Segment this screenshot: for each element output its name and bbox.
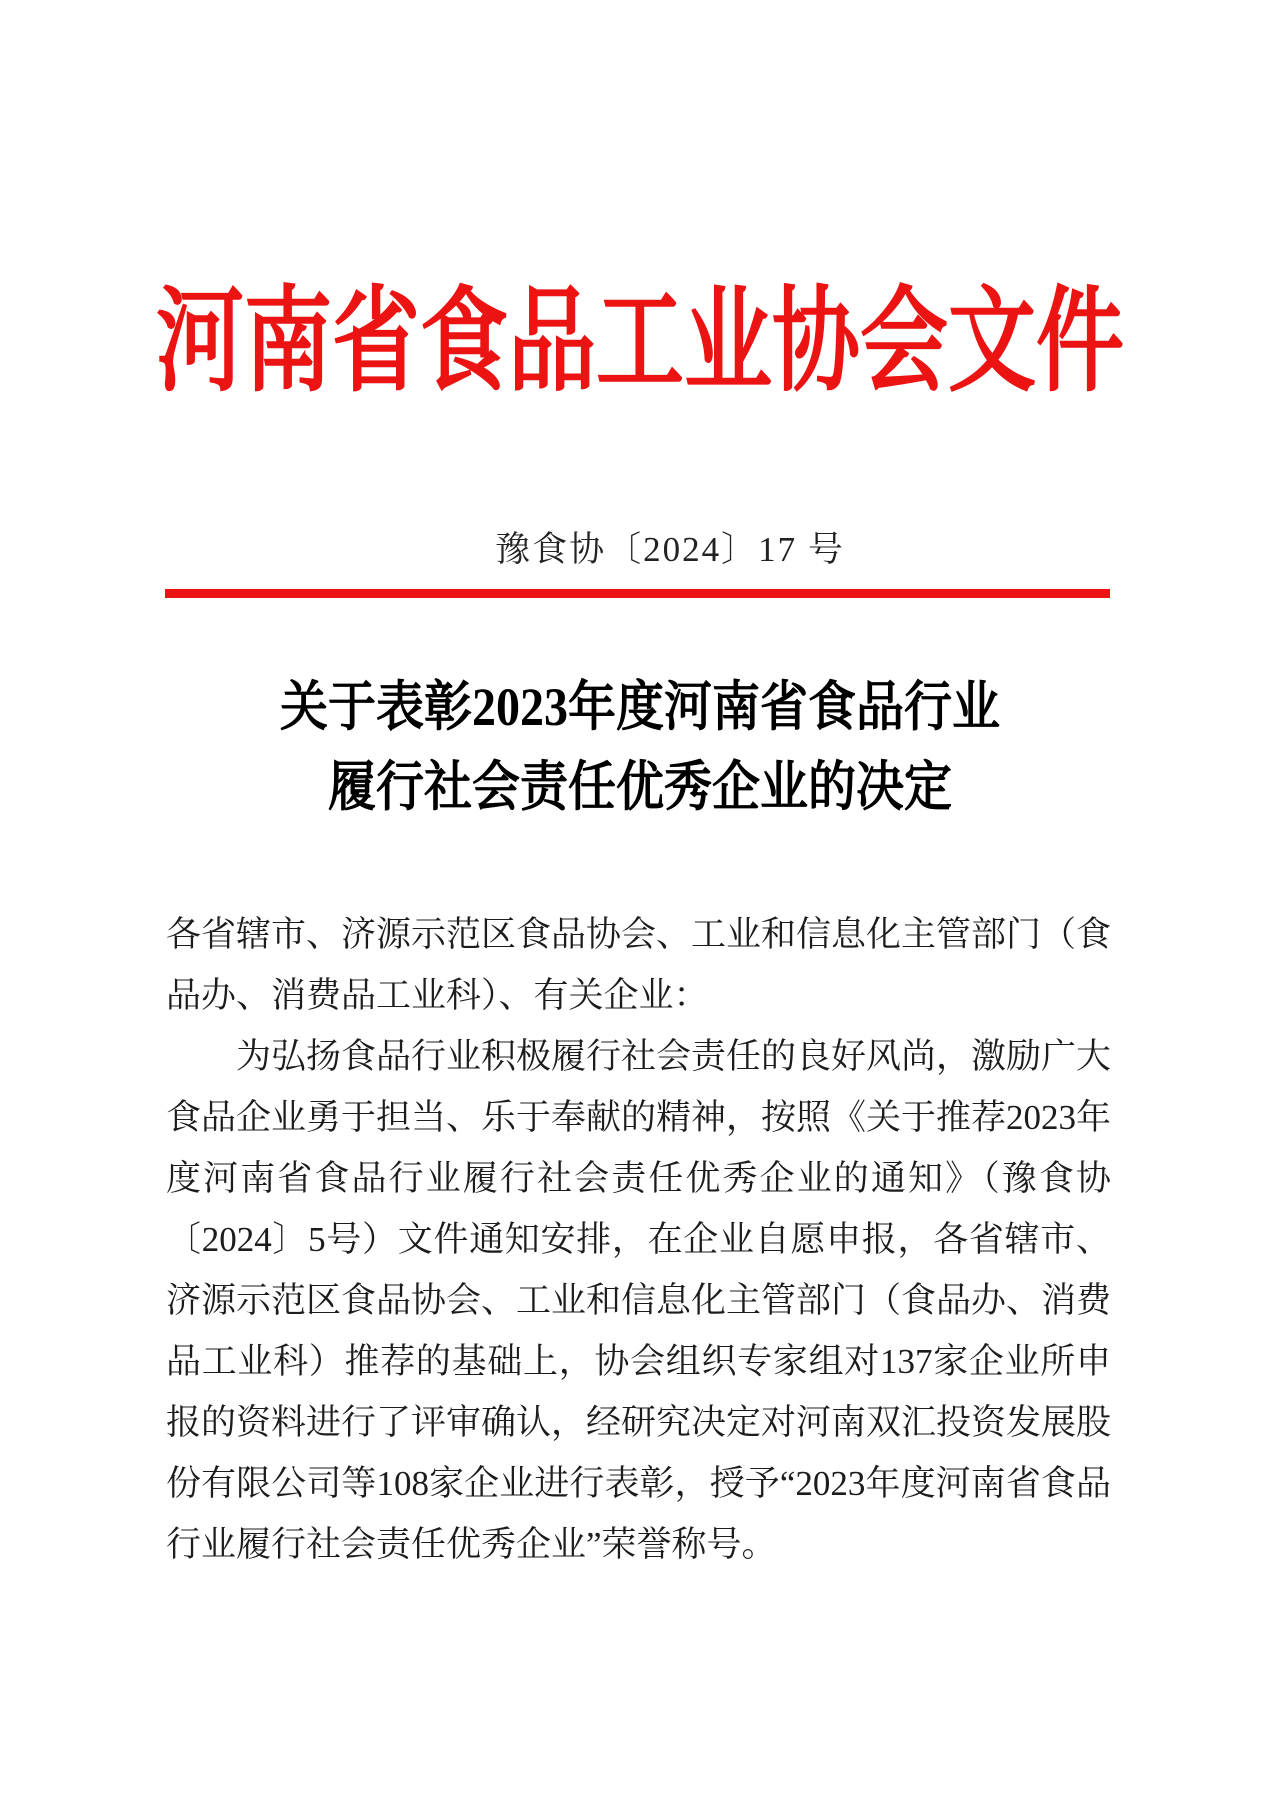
red-divider-line: [165, 589, 1110, 598]
document-number: 豫食协〔2024〕17 号: [495, 530, 845, 569]
document-title-line1: 关于表彰2023年度河南省食品行业: [279, 677, 1000, 738]
document-title-line2: 履行社会责任优秀企业的决定: [327, 757, 952, 818]
document-title: [0, 668, 1280, 828]
document-body: [166, 904, 1111, 1575]
letterhead-title: 河南省食品工业协会文件: [155, 280, 1124, 407]
decision-paragraph: 为弘扬食品行业积极履行社会责任的良好风尚，激励广大食品企业勇于担当、乐于奉献的精神，按照《关于推荐2023年度河南省食品行业履行社会责任优秀企业的通知》（豫食协〔2024〕5号）文件通知安排，在企业自愿申报，各省辖市、济源示范区食品协会、工业和信息化主管部门（食品办、消费品工业科）推荐的基础上，协会组织专家组对137家企业所申报的资料进行了评审确认，经研究决定对河南双汇投资发展股份有限公司等108家企业进行表彰，授予“2023年度河南省食品行业履行社会责任优秀企业”荣誉称号。: [166, 1037, 1112, 1564]
salutation-text: 各省辖市、济源示范区食品协会、工业和信息化主管部门（食品办、消费品工业科）、有关企业：: [166, 915, 1112, 1015]
letterhead-banner: [0, 280, 1280, 407]
